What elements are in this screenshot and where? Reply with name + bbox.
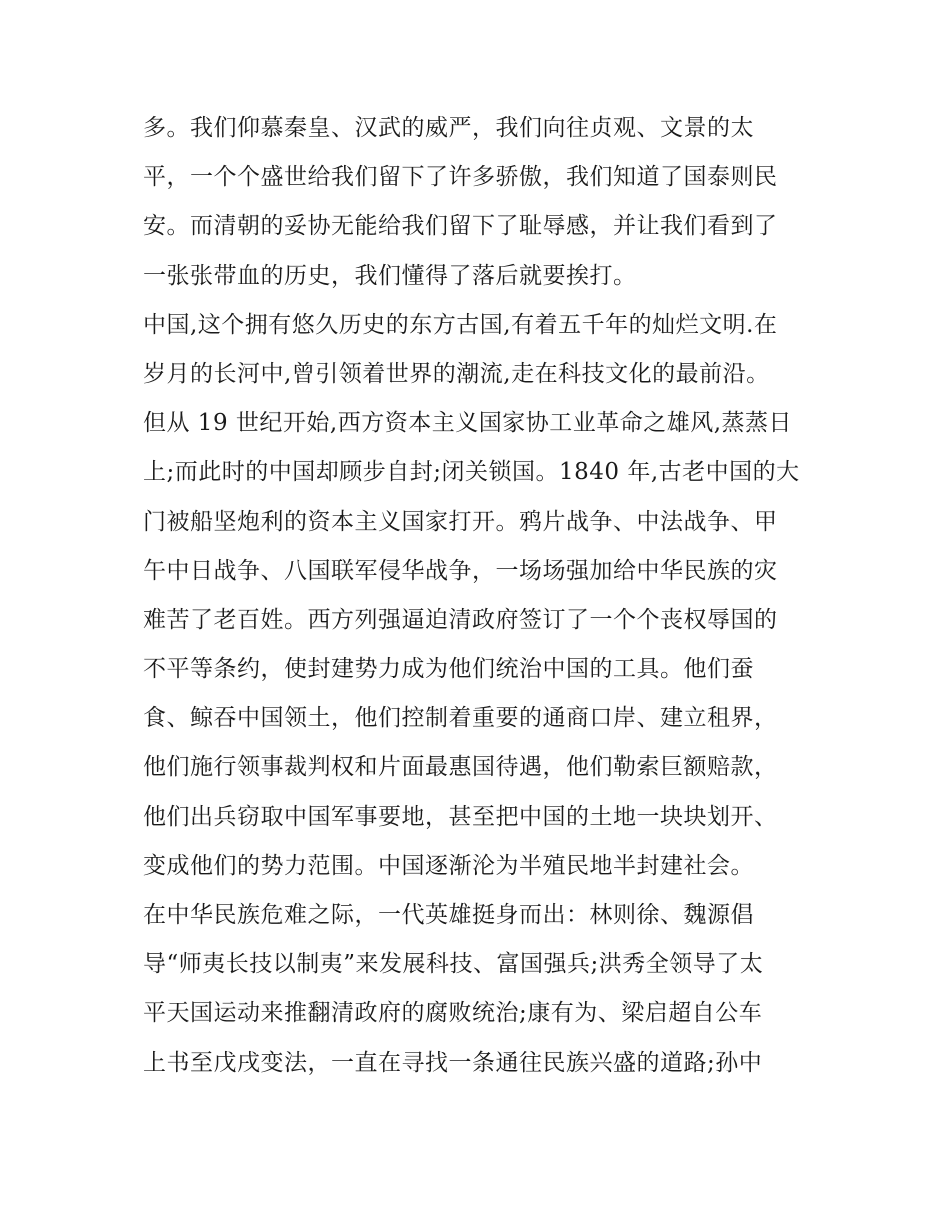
text-line: 午中日战争、八国联军侵华战争，一场场强加给中华民族的灾 <box>143 557 778 584</box>
text-line: 上;而此时的中国却顾步自封;闭关锁国。1840 年,古老中国的大 <box>143 459 800 486</box>
text-line: 难苦了老百姓。西方列强逼迫清政府签订了一个个丧权辱国的 <box>143 606 778 633</box>
text-line: 平天国运动来推翻清政府的腐败统治;康有为、梁启超自公车 <box>143 1000 763 1027</box>
text-line: 上书至戊戌变法，一直在寻找一条通往民族兴盛的道路;孙中 <box>143 1049 763 1076</box>
text-line: 中国,这个拥有悠久历史的东方古国,有着五千年的灿烂文明.在 <box>143 311 778 338</box>
text-line: 平，一个个盛世给我们留下了许多骄傲，我们知道了国泰则民 <box>143 164 778 191</box>
text-line: 但从 19 世纪开始,西方资本主义国家协工业革命之雄风,蒸蒸日 <box>143 410 793 437</box>
text-line: 在中华民族危难之际，一代英雄挺身而出：林则徐、魏源倡 <box>143 902 754 928</box>
text-line: 多。我们仰慕秦皇、汉武的威严，我们向往贞观、文景的太 <box>143 115 754 141</box>
text-line: 他们出兵窃取中国军事要地，甚至把中国的土地一块块划开、 <box>143 803 778 830</box>
text-line: 食、鲸吞中国领土，他们控制着重要的通商口岸、建立租界， <box>143 705 778 732</box>
text-line: 导“师夷长技以制夷”来发展科技、富国强兵;洪秀全领导了太 <box>143 951 764 978</box>
text-line: 一张张带血的历史，我们懂得了落后就要挨打。 <box>143 262 637 289</box>
text-line: 门被船坚炮利的资本主义国家打开。鸦片战争、中法战争、甲 <box>143 508 778 535</box>
text-line: 不平等条约，使封建势力成为他们统治中国的工具。他们蚕 <box>143 656 754 683</box>
text-line: 变成他们的势力范围。中国逐渐沦为半殖民地半封建社会。 <box>143 852 754 879</box>
text-line: 岁月的长河中,曾引领着世界的潮流,走在科技文化的最前沿。 <box>143 360 770 387</box>
body-text <box>143 104 823 1088</box>
text-line: 他们施行领事裁判权和片面最惠国待遇，他们勒索巨额赔款， <box>143 754 778 781</box>
text-line: 安。而清朝的妥协无能给我们留下了耻辱感，并让我们看到了 <box>143 213 778 240</box>
